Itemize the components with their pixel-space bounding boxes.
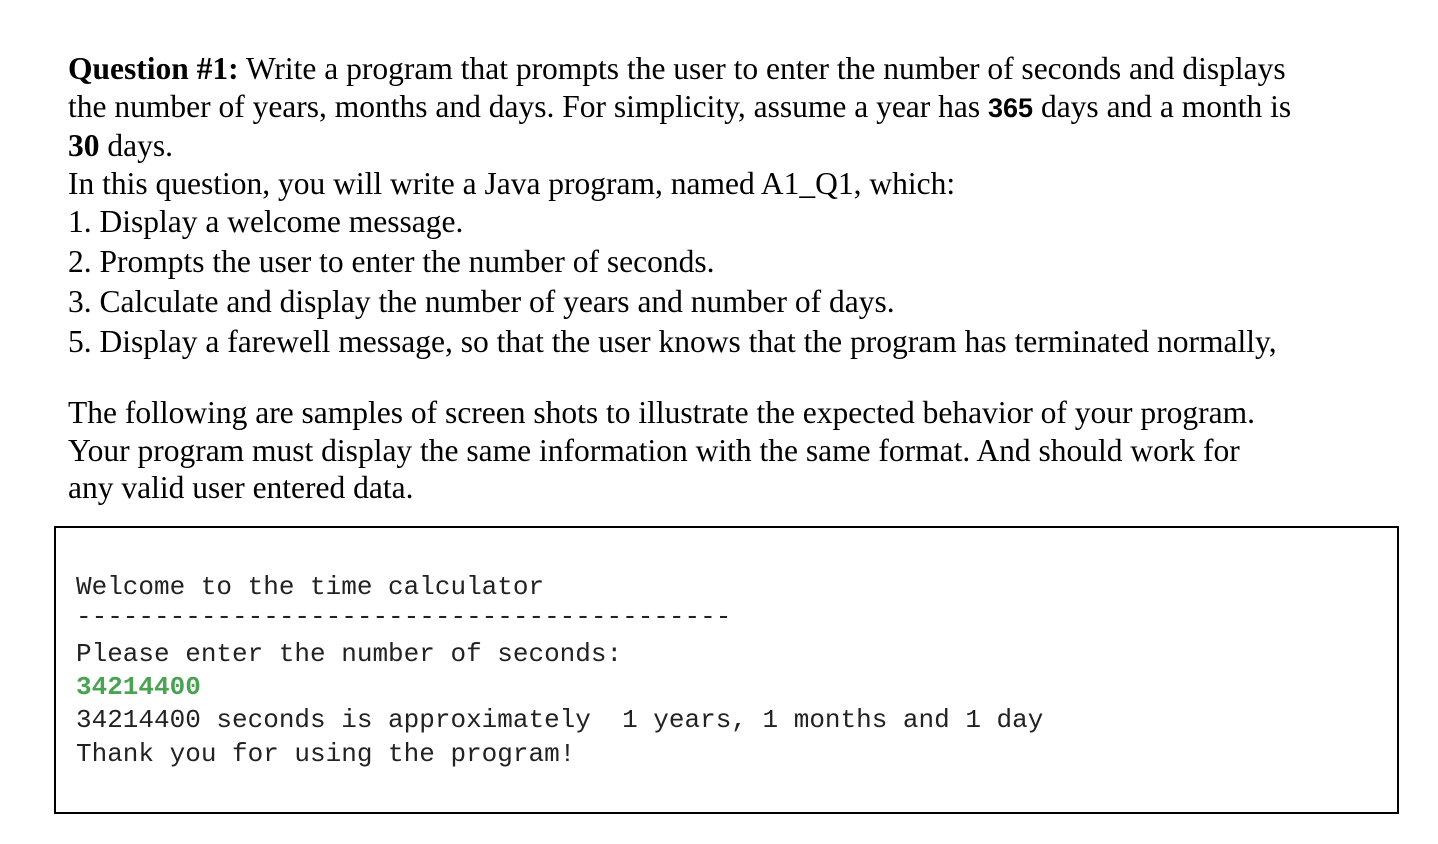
console-separator-line: ------------------------------------------ (76, 602, 732, 632)
question-text-3: days. (99, 128, 173, 163)
question-text-2a: the number of years, months and days. For simplicity, assume a year has (68, 88, 989, 124)
question-line-2 (68, 88, 1408, 128)
question-title: Question #1: (68, 51, 239, 86)
question-text-1: Write a program that prompts the user to enter the number of seconds and displays (238, 51, 1286, 86)
sample-text-line-1: The following are samples of screen shots to illustrate the expected behavior of your program. (68, 395, 1256, 430)
days-per-month-value: 30 (68, 128, 100, 163)
paragraph-gap (68, 362, 1408, 394)
question-line-3 (68, 127, 1408, 165)
question-text-2b: days and a month is (1033, 88, 1292, 124)
question-document (68, 50, 1408, 507)
sample-text-line-2: Your program must display the same information with the same format. And should work for (68, 432, 1240, 468)
console-welcome-line: Welcome to the time calculator (76, 572, 545, 602)
console-farewell-line: Thank you for using the program! (76, 739, 576, 769)
console-prompt-line: Please enter the number of seconds: (76, 639, 623, 669)
console-result-line: 34214400 seconds is approximately 1 years, 1 months and 1 day (76, 705, 1044, 735)
sample-text-line-3: any valid user entered data. (68, 470, 414, 505)
step-item-2: 2. Prompts the user to enter the number of seconds. (68, 244, 715, 279)
step-item-1: 1. Display a welcome message. (68, 204, 464, 239)
console-output-box (54, 526, 1399, 814)
question-intro: In this question, you will write a Java program, named A1_Q1, which: (68, 165, 956, 201)
days-per-year-value: 365 (988, 92, 1034, 123)
console-user-input: 34214400 (76, 672, 201, 702)
question-line-1 (68, 50, 1408, 88)
step-item-5: 5. Display a farewell message, so that the user knows that the program has terminated normally, (68, 324, 1277, 359)
step-item-3: 3. Calculate and display the number of years and number of days. (68, 284, 895, 319)
